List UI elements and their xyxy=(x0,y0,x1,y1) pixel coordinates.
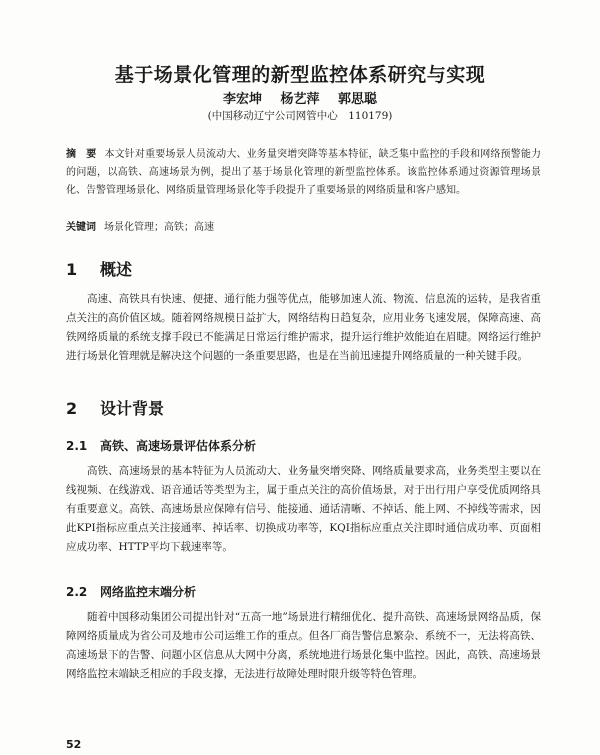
keywords xyxy=(66,218,541,233)
subsection-number: 2.1 xyxy=(66,439,88,453)
subsection-2-1-paragraph: 高铁、高速场景的基本特征为人员流动大、业务量突增突降、网络质量要求高，业务类型主要以在线视频、在线游戏、语音通话等类型为主，属于重点关注的高价值场景，对于出行用户享受优质网络具有重要意义。高铁、高速场景应保障有信号、能接通、通话清晰、不掉话、能上网、不掉线等需求，因此KPI指标应重点关注接通率、掉话率、切换成功率等，KQI指标应重点关注即时通信成功率、页面相应成功率、HTTP平均下载速率等。 xyxy=(66,465,541,553)
section-heading-1 xyxy=(66,257,132,280)
affiliation: (中国移动辽宁公司网管中心 110179) xyxy=(207,110,393,122)
abstract-label: 摘 要 xyxy=(66,149,97,160)
subsection-title: 网络监控末端分析 xyxy=(100,585,197,599)
abstract xyxy=(66,146,541,200)
keywords-text: 场景化管理；高铁；高速 xyxy=(104,222,214,233)
subsection-heading-2-1 xyxy=(66,437,256,454)
section-1-paragraph: 高速、高铁具有快速、便捷、通行能力强等优点，能够加速人流、物流、信息流的运转，是我省重点关注的高价值区域。随着网络规模日益扩大，网络结构日趋复杂，应用业务飞速发展，保障高速、高铁网络质量的系统支撑手段已不能满足日常运行维护需求，提升运行维护效能迫在眉睫。网络运行维护进行场景化管理就是解决这个问题的一条重要思路，也是在当前迅速提升网络质量的一种关键手段。 xyxy=(66,293,541,362)
keywords-label: 关键词 xyxy=(66,222,96,233)
subsection-2-2-paragraph: 随着中国移动集团公司提出针对“五高一地”场景进行精细优化、提升高铁、高速场景网络品质，保障网络质量成为省公司及地市公司运维工作的重点。但各厂商告警信息繁杂、系统不一，无法将高铁、高速场景下的告警、问题小区信息从大网中分离，系统地进行场景化集中监控。因此，高铁、高速场景网络监控末端缺乏相应的手段支撑，无法进行故障处理时限升级等特色管理。 xyxy=(66,611,541,680)
paper-title: 基于场景化管理的新型监控体系研究与实现 xyxy=(114,64,486,86)
author-list: 李宏坤 杨艺萍 郭思聪 xyxy=(222,92,378,107)
subsection-number: 2.2 xyxy=(66,585,88,599)
section-number: 2 xyxy=(66,399,78,418)
subsection-title: 高铁、高速场景评估体系分析 xyxy=(100,439,257,453)
section-title: 设计背景 xyxy=(100,399,165,418)
abstract-text: 本文针对重要场景人员流动大、业务量突增突降等基本特征，缺乏集中监控的手段和网络预警能力的问题，以高铁、高速场景为例，提出了基于场景化管理的新型监控体系。该监控体系通过资源管理场景化、告警管理场景化、网络质量管理场景化等手段提升了重要场景的网络质量和客户感知。 xyxy=(66,149,542,196)
subsection-heading-2-2 xyxy=(66,583,196,600)
page-number: 52 xyxy=(66,738,82,751)
section-number: 1 xyxy=(66,260,78,279)
section-heading-2 xyxy=(66,396,164,419)
section-title: 概述 xyxy=(100,260,133,279)
